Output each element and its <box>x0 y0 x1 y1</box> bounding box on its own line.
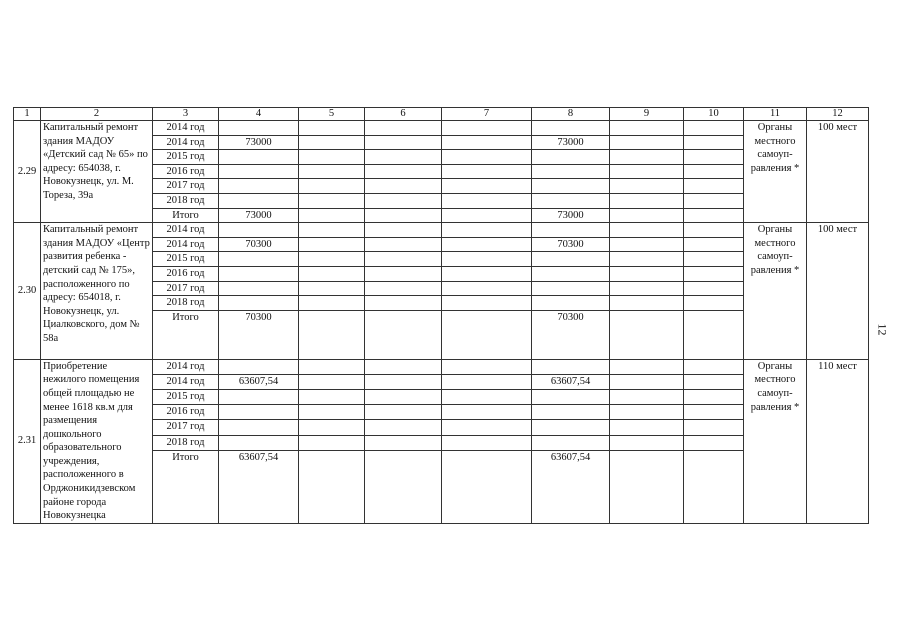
year-cell: 2017 год <box>153 179 219 194</box>
executor-cell: Органы местного самоуп-равления * <box>744 223 807 360</box>
empty-cell <box>442 405 532 420</box>
empty-cell <box>442 296 532 311</box>
empty-cell <box>299 296 365 311</box>
col-header: 5 <box>299 108 365 121</box>
amount-local-cell <box>532 179 610 194</box>
amount-total-cell: 70300 <box>219 237 299 252</box>
executor-cell: Органы местного самоуп-равления * <box>744 359 807 523</box>
amount-local-cell <box>532 435 610 450</box>
empty-cell <box>610 420 684 435</box>
empty-cell <box>299 390 365 405</box>
amount-total-cell <box>219 281 299 296</box>
amount-total-cell <box>219 405 299 420</box>
empty-cell <box>365 252 442 267</box>
empty-cell <box>365 193 442 208</box>
col-header: 7 <box>442 108 532 121</box>
amount-total-cell: 73000 <box>219 135 299 150</box>
empty-cell <box>610 208 684 223</box>
activity-description: Приобретение нежилого помещения общей площадью не менее 1618 кв.м для размещения дошкольного образовательного учреждения, расположенного в Орджоникидзевском районе города Новокузнецка <box>41 359 153 523</box>
year-cell: 2014 год <box>153 121 219 136</box>
empty-cell <box>299 237 365 252</box>
col-header: 12 <box>807 108 869 121</box>
empty-cell <box>442 223 532 238</box>
amount-local-cell <box>532 405 610 420</box>
empty-cell <box>610 135 684 150</box>
empty-cell <box>365 374 442 389</box>
page-number: 12 <box>875 323 890 336</box>
empty-cell <box>610 450 684 523</box>
empty-cell <box>684 359 744 374</box>
amount-local-cell <box>532 359 610 374</box>
amount-total-cell <box>219 390 299 405</box>
col-header: 11 <box>744 108 807 121</box>
empty-cell <box>684 223 744 238</box>
empty-cell <box>442 237 532 252</box>
total-amount: 63607,54 <box>219 450 299 523</box>
col-header: 3 <box>153 108 219 121</box>
empty-cell <box>684 435 744 450</box>
year-cell: 2015 год <box>153 150 219 165</box>
amount-local-cell <box>532 223 610 238</box>
amount-total-cell <box>219 296 299 311</box>
program-table <box>13 107 869 524</box>
year-cell: 2017 год <box>153 420 219 435</box>
amount-local-cell: 73000 <box>532 135 610 150</box>
empty-cell <box>442 435 532 450</box>
amount-local-cell <box>532 281 610 296</box>
table-row <box>14 121 869 136</box>
empty-cell <box>684 374 744 389</box>
amount-local-cell <box>532 121 610 136</box>
result-cell: 100 мест <box>807 121 869 223</box>
empty-cell <box>365 296 442 311</box>
empty-cell <box>610 435 684 450</box>
empty-cell <box>684 164 744 179</box>
empty-cell <box>365 150 442 165</box>
executor-cell: Органы местного самоуп-равления * <box>744 121 807 223</box>
empty-cell <box>299 435 365 450</box>
empty-cell <box>610 237 684 252</box>
amount-local-cell <box>532 252 610 267</box>
amount-total-cell <box>219 252 299 267</box>
empty-cell <box>442 150 532 165</box>
empty-cell <box>684 121 744 136</box>
empty-cell <box>365 390 442 405</box>
empty-cell <box>610 266 684 281</box>
empty-cell <box>684 135 744 150</box>
year-cell: 2016 год <box>153 266 219 281</box>
empty-cell <box>684 296 744 311</box>
empty-cell <box>299 150 365 165</box>
empty-cell <box>684 405 744 420</box>
empty-cell <box>684 179 744 194</box>
col-header: 9 <box>610 108 684 121</box>
empty-cell <box>610 193 684 208</box>
amount-local-cell <box>532 193 610 208</box>
empty-cell <box>684 150 744 165</box>
activity-description: Капитальный ремонт здания МАДОУ «Центр развития ребенка - детский сад № 175», расположенного по адресу: 654018, г. Новокузнецк, ул. Циалковского, дом № 58а <box>41 223 153 360</box>
empty-cell <box>610 252 684 267</box>
empty-cell <box>365 223 442 238</box>
total-local-amount: 73000 <box>532 208 610 223</box>
year-cell: 2014 год <box>153 359 219 374</box>
empty-cell <box>442 310 532 359</box>
empty-cell <box>610 150 684 165</box>
empty-cell <box>365 281 442 296</box>
empty-cell <box>684 420 744 435</box>
empty-cell <box>299 164 365 179</box>
empty-cell <box>684 208 744 223</box>
year-cell: 2017 год <box>153 281 219 296</box>
empty-cell <box>365 450 442 523</box>
table-body <box>14 108 869 524</box>
amount-total-cell <box>219 121 299 136</box>
empty-cell <box>299 310 365 359</box>
empty-cell <box>442 420 532 435</box>
amount-total-cell <box>219 435 299 450</box>
empty-cell <box>365 164 442 179</box>
empty-cell <box>442 266 532 281</box>
empty-cell <box>365 179 442 194</box>
empty-cell <box>610 121 684 136</box>
empty-cell <box>365 435 442 450</box>
empty-cell <box>299 193 365 208</box>
year-cell: 2018 год <box>153 435 219 450</box>
year-cell: 2018 год <box>153 296 219 311</box>
empty-cell <box>610 405 684 420</box>
empty-cell <box>442 121 532 136</box>
empty-cell <box>442 390 532 405</box>
year-cell: 2014 год <box>153 237 219 252</box>
empty-cell <box>610 374 684 389</box>
empty-cell <box>299 135 365 150</box>
empty-cell <box>442 374 532 389</box>
amount-total-cell <box>219 223 299 238</box>
total-amount: 73000 <box>219 208 299 223</box>
empty-cell <box>299 252 365 267</box>
empty-cell <box>365 310 442 359</box>
amount-local-cell <box>532 266 610 281</box>
empty-cell <box>684 310 744 359</box>
empty-cell <box>684 390 744 405</box>
col-header: 6 <box>365 108 442 121</box>
empty-cell <box>684 193 744 208</box>
amount-total-cell <box>219 420 299 435</box>
empty-cell <box>299 420 365 435</box>
col-header: 4 <box>219 108 299 121</box>
empty-cell <box>610 359 684 374</box>
row-number: 2.31 <box>14 359 41 523</box>
table-row <box>14 359 869 374</box>
empty-cell <box>299 266 365 281</box>
empty-cell <box>365 405 442 420</box>
empty-cell <box>684 266 744 281</box>
empty-cell <box>365 266 442 281</box>
total-local-amount: 70300 <box>532 310 610 359</box>
year-cell: 2015 год <box>153 252 219 267</box>
year-cell: 2016 год <box>153 164 219 179</box>
empty-cell <box>610 390 684 405</box>
empty-cell <box>684 252 744 267</box>
empty-cell <box>442 164 532 179</box>
empty-cell <box>299 121 365 136</box>
empty-cell <box>299 223 365 238</box>
empty-cell <box>610 223 684 238</box>
amount-local-cell <box>532 164 610 179</box>
year-cell: 2016 год <box>153 405 219 420</box>
column-number-row <box>14 108 869 121</box>
empty-cell <box>610 164 684 179</box>
year-cell: 2014 год <box>153 135 219 150</box>
empty-cell <box>365 420 442 435</box>
row-number: 2.30 <box>14 223 41 360</box>
empty-cell <box>442 193 532 208</box>
empty-cell <box>684 237 744 252</box>
empty-cell <box>442 179 532 194</box>
year-cell: 2018 год <box>153 193 219 208</box>
empty-cell <box>299 450 365 523</box>
empty-cell <box>610 310 684 359</box>
amount-local-cell: 63607,54 <box>532 374 610 389</box>
amount-total-cell <box>219 193 299 208</box>
total-label: Итого <box>153 450 219 523</box>
amount-local-cell <box>532 296 610 311</box>
empty-cell <box>299 374 365 389</box>
empty-cell <box>365 135 442 150</box>
total-label: Итого <box>153 310 219 359</box>
amount-local-cell <box>532 390 610 405</box>
col-header: 2 <box>41 108 153 121</box>
amount-local-cell: 70300 <box>532 237 610 252</box>
empty-cell <box>610 179 684 194</box>
table-row <box>14 223 869 238</box>
empty-cell <box>365 121 442 136</box>
result-cell: 110 мест <box>807 359 869 523</box>
empty-cell <box>365 208 442 223</box>
row-number: 2.29 <box>14 121 41 223</box>
empty-cell <box>610 281 684 296</box>
year-cell: 2015 год <box>153 390 219 405</box>
amount-total-cell: 63607,54 <box>219 374 299 389</box>
empty-cell <box>442 252 532 267</box>
col-header: 8 <box>532 108 610 121</box>
total-amount: 70300 <box>219 310 299 359</box>
empty-cell <box>442 135 532 150</box>
empty-cell <box>442 359 532 374</box>
total-local-amount: 63607,54 <box>532 450 610 523</box>
amount-total-cell <box>219 359 299 374</box>
amount-local-cell <box>532 420 610 435</box>
amount-total-cell <box>219 179 299 194</box>
empty-cell <box>442 281 532 296</box>
empty-cell <box>610 296 684 311</box>
empty-cell <box>684 450 744 523</box>
empty-cell <box>684 281 744 296</box>
amount-local-cell <box>532 150 610 165</box>
empty-cell <box>299 405 365 420</box>
amount-total-cell <box>219 150 299 165</box>
empty-cell <box>365 359 442 374</box>
empty-cell <box>442 450 532 523</box>
amount-total-cell <box>219 266 299 281</box>
empty-cell <box>442 208 532 223</box>
total-label: Итого <box>153 208 219 223</box>
col-header: 10 <box>684 108 744 121</box>
empty-cell <box>299 208 365 223</box>
empty-cell <box>299 359 365 374</box>
year-cell: 2014 год <box>153 223 219 238</box>
empty-cell <box>365 237 442 252</box>
result-cell: 100 мест <box>807 223 869 360</box>
col-header: 1 <box>14 108 41 121</box>
empty-cell <box>299 281 365 296</box>
amount-total-cell <box>219 164 299 179</box>
empty-cell <box>299 179 365 194</box>
year-cell: 2014 год <box>153 374 219 389</box>
activity-description: Капитальный ремонт здания МАДОУ «Детский сад № 65» по адресу: 654038, г. Новокузнецк, ул. М. Тореза, 39а <box>41 121 153 223</box>
